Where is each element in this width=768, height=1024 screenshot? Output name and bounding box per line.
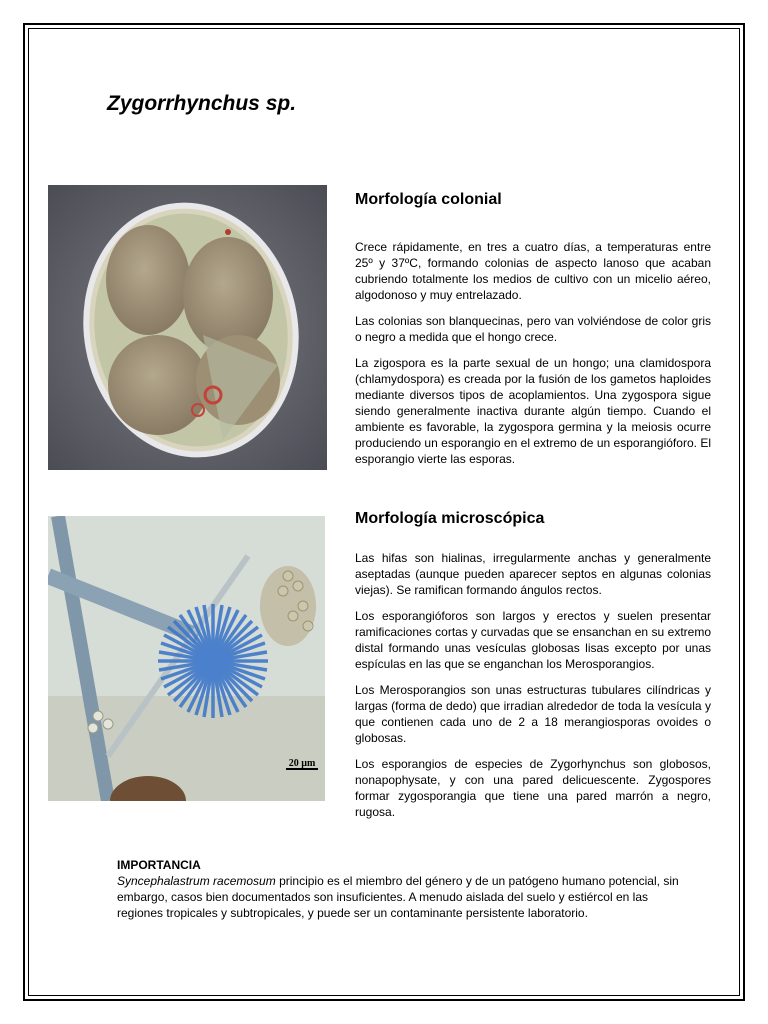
microscopic-section <box>355 510 711 820</box>
importance-section <box>117 857 697 921</box>
microscopic-paragraph-1: Las hifas son hialinas, irregularmente anchas y generalmente aseptadas (aunque pueden aparecer septos en algunas colonias viejas). Se ramifican formando ángulos rectos. <box>355 551 711 597</box>
colonial-paragraph-3: La zigospora es la parte sexual de un hongo; una clamidospora (chlamydospora) es creada por la fusión de los gametos haploides mediante diversos tipos de acoplamientos. Una zygospora sigue siendo generalmente inactiva durante algún tiempo. Cuando el ambiente es favorable, la zygospora germina y la meiosis ocurre produciendo un esporangio en el extremo de un esporangióforo. El esporangio vierte las esporas. <box>355 356 711 466</box>
microscopic-paragraph-4: Los esporangios de especies de Zygorhynchus son globosos, nonapophysate, y con una pared delicuescente. Zygospores formar zygosporangia que tiene una pared marrón a negro, rugosa. <box>355 757 711 819</box>
importance-text <box>117 874 679 920</box>
importance-body: principio es el miembro del género y de un patógeno humano potencial, sin embargo, casos bien documentados son insuficientes. A menudo aislada del suelo y estiércol en las regiones tropicales y subtropicales, y puede ser un contaminante persistente laboratorio. <box>117 874 679 920</box>
page-title: Zygorrhynchus sp. <box>107 92 297 115</box>
colonial-section <box>355 191 711 473</box>
colonial-heading: Morfología colonial <box>355 191 502 208</box>
importance-species: Syncephalastrum racemosum <box>117 874 276 888</box>
microscopic-heading: Morfología microscópica <box>355 510 545 527</box>
importance-heading: IMPORTANCIA <box>117 858 201 872</box>
colonial-paragraph-3-clip <box>355 355 711 473</box>
microscope-photo <box>48 516 325 801</box>
scale-bar-label: 20 µm <box>288 758 316 769</box>
colonial-paragraph-1: Crece rápidamente, en tres a cuatro días, a temperaturas entre 25º y 37ºC, formando colonias de aspecto lanoso que acaban cubriendo totalmente los medios de cultivo con un micelio aéreo, algodonoso y muy entrelazado. <box>355 240 711 302</box>
colonial-paragraph-2: Las colonias son blanquecinas, pero van volviéndose de color gris o negro a medida que el hongo crece. <box>355 314 711 344</box>
microscopic-paragraph-3: Los Merosporangios son unas estructuras tubulares cilíndricas y largas (forma de dedo) que irradian alrededor de toda la vesícula y que contienen cada uno de 2 a 18 merangiosporas ovoides o globosas. <box>355 683 711 745</box>
colony-culture-photo <box>48 185 327 470</box>
microscopic-paragraph-2: Los esporangióforos son largos y erectos y suelen presentar ramificaciones cortas y curvadas que se ensanchan en su extremo distal formando unas vesículas globosas lisas excepto por unas espículas en las que se enganchan los Merosporangios. <box>355 609 711 671</box>
